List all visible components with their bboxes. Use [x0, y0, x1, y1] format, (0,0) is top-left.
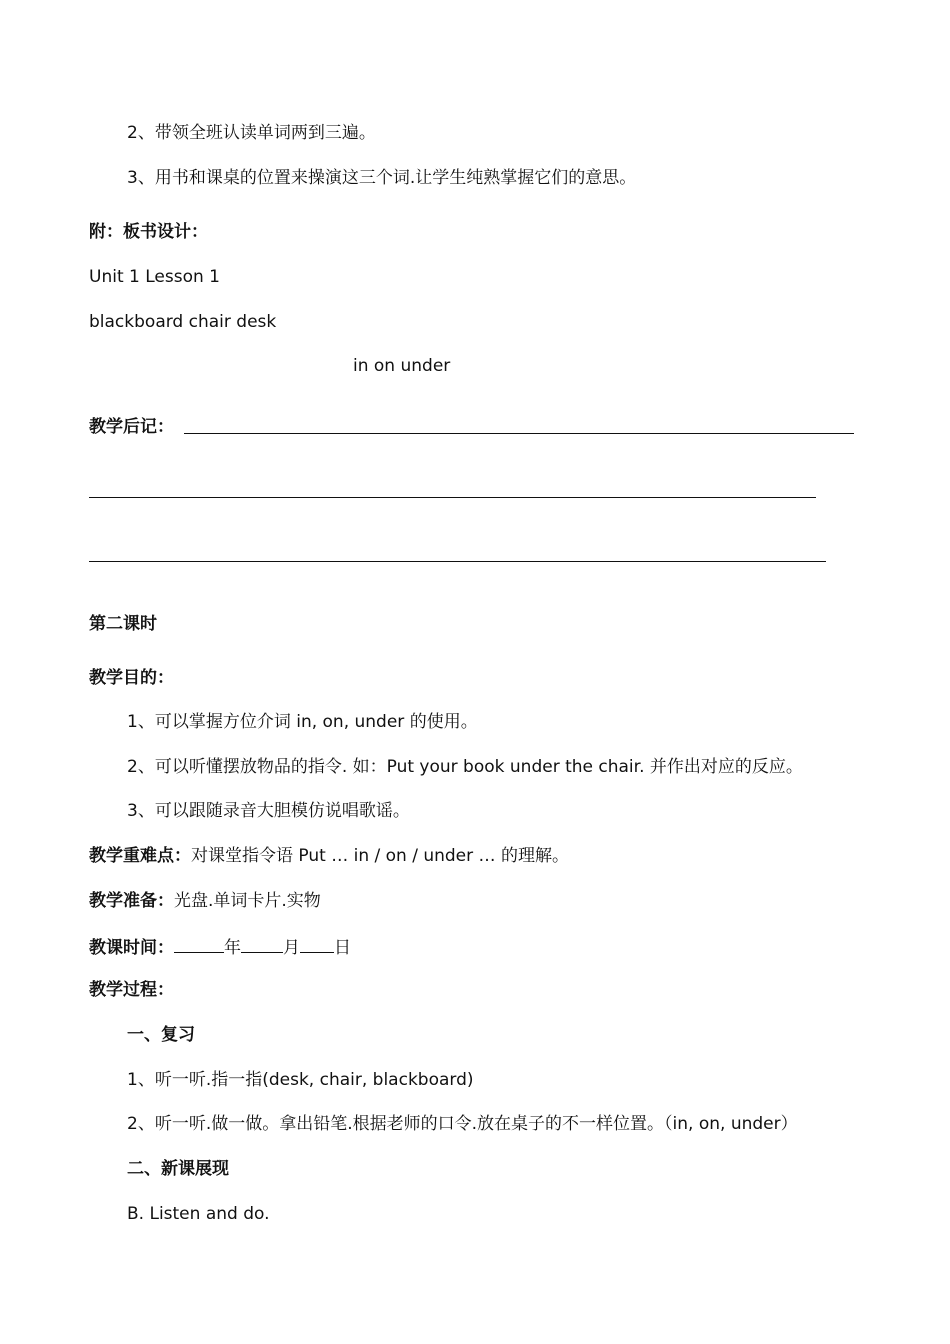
- preparation-label: 教学准备：: [89, 891, 174, 911]
- review-item: 2、听一听.做一做。拿出铅笔.根据老师的口令.放在桌子的不一样位置。（in, on, under）: [127, 1114, 798, 1134]
- teaching-time-label: 教课时间：: [89, 938, 174, 958]
- key-points-label: 教学重难点：: [89, 846, 191, 866]
- goals-heading: 教学目的：: [89, 668, 174, 688]
- notes-blank-line-3: [89, 561, 826, 562]
- day-label: 日: [334, 938, 351, 958]
- day-blank: [300, 934, 334, 953]
- month-blank: [241, 934, 283, 953]
- lesson-2-title: 第二课时: [89, 614, 157, 634]
- listen-and-do-text: B. Listen and do.: [127, 1204, 270, 1224]
- goal-item: 2、可以听懂摆放物品的指令. 如：Put your book under the chair. 并作出对应的反应。: [127, 757, 803, 777]
- goal-item: 1、可以掌握方位介词 in, on, under 的使用。: [127, 712, 478, 732]
- board-words-line: blackboard chair desk: [89, 312, 277, 332]
- review-item: 1、听一听.指一指(desk, chair, blackboard): [127, 1070, 474, 1090]
- year-blank: [174, 934, 224, 953]
- review-heading: 一、复习: [127, 1025, 195, 1045]
- year-label: 年: [224, 938, 241, 958]
- month-label: 月: [283, 938, 300, 958]
- step-2-text: 2、带领全班认读单词两到三遍。: [127, 123, 376, 143]
- board-unit-line: Unit 1 Lesson 1: [89, 267, 220, 287]
- preparation-text: 光盘.单词卡片.实物: [174, 891, 321, 911]
- preparation-line: [89, 889, 321, 913]
- process-heading: 教学过程：: [89, 980, 174, 1000]
- board-design-heading: 附：板书设计：: [89, 222, 208, 242]
- new-lesson-heading: 二、新课展现: [127, 1159, 229, 1179]
- board-prepositions-line: in on under: [353, 356, 451, 376]
- key-points-line: [89, 844, 569, 868]
- notes-blank-line-1: [184, 433, 854, 434]
- teaching-time-line: [89, 934, 351, 960]
- teaching-notes-label: 教学后记：: [89, 417, 174, 437]
- step-3-text: 3、用书和课桌的位置来操演这三个词.让学生纯熟掌握它们的意思。: [127, 168, 637, 188]
- goal-item: 3、可以跟随录音大胆模仿说唱歌谣。: [127, 801, 410, 821]
- key-points-text: 对课堂指令语 Put … in / on / under … 的理解。: [191, 846, 569, 866]
- notes-blank-line-2: [89, 497, 816, 498]
